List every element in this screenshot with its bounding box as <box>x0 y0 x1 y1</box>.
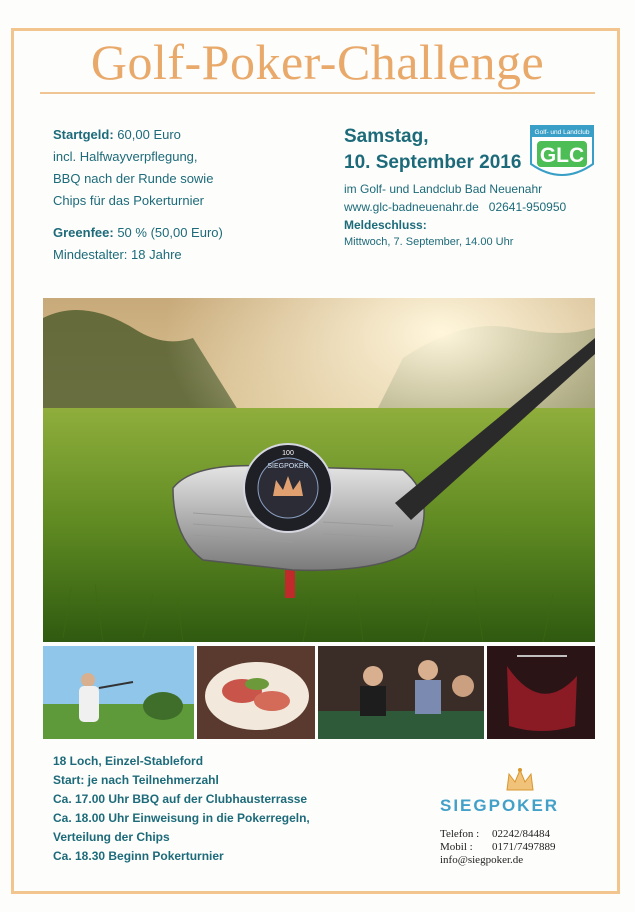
fee-info <box>53 124 313 266</box>
page-title: Golf-Poker-Challenge <box>90 34 545 90</box>
logo-mark: GLC <box>539 144 585 167</box>
fee-detail-line: Chips für das Pokerturnier <box>53 193 205 208</box>
mobil-value: 0171/7497889 <box>492 841 556 853</box>
siegpoker-logo-text: SIEGPOKER <box>440 796 560 815</box>
hero-golf-image <box>43 298 595 642</box>
chip-brand: SIEGPOKER <box>267 463 309 470</box>
mobil-label: Mobil : <box>440 841 473 853</box>
greenfee-line <box>53 222 313 244</box>
startgeld-line <box>53 124 313 146</box>
sponsor-email[interactable]: info@siegpoker.de <box>440 854 524 866</box>
glc-club-logo <box>527 120 597 186</box>
schedule-item: Ca. 17.00 Uhr BBQ auf der Clubhausterrasse <box>53 792 308 806</box>
telefon-value: 02242/84484 <box>492 828 551 840</box>
schedule-item: Ca. 18.30 Beginn Pokerturnier <box>53 849 224 863</box>
schedule-item: Ca. 18.00 Uhr Einweisung in die Pokerregeln, <box>53 811 310 825</box>
title-underline <box>40 92 595 94</box>
wine-photo <box>487 646 595 739</box>
fee-detail-line: BBQ nach der Runde sowie <box>53 171 214 186</box>
schedule-list <box>53 752 353 866</box>
venue-contact <box>344 198 584 216</box>
photo-strip <box>43 646 595 739</box>
golfer-photo <box>43 646 194 739</box>
logo-top-text: Golf- und Landclub <box>534 129 590 136</box>
chip-value: 100 <box>282 450 294 457</box>
telefon-label: Telefon : <box>440 828 480 840</box>
fee-detail-line: incl. Halfwayverpflegung, <box>53 149 198 164</box>
event-date: 10. September 2016 <box>344 152 522 173</box>
venue-phone: 02641-950950 <box>488 200 567 214</box>
mindestalter: Mindestalter: 18 Jahre <box>53 247 182 262</box>
food-photo <box>197 646 315 739</box>
greenfee-value: 50 % (50,00 Euro) <box>117 225 223 240</box>
crown-icon <box>504 766 536 794</box>
schedule-item: 18 Loch, Einzel-Stableford <box>53 754 204 768</box>
sponsor-contact <box>440 828 556 867</box>
event-day: Samstag, <box>344 126 429 147</box>
mobil-line <box>440 841 556 854</box>
venue-website[interactable]: www.glc-badneuenahr.de <box>344 200 479 214</box>
startgeld-label: Startgeld: <box>53 127 114 142</box>
deadline-value: Mittwoch, 7. September, 14.00 Uhr <box>344 236 514 248</box>
event-venue: im Golf- und Landclub Bad Neuenahr <box>344 182 543 196</box>
greenfee-label: Greenfee: <box>53 225 114 240</box>
deadline-label: Meldeschluss: <box>344 218 427 232</box>
schedule-item: Verteilung der Chips <box>53 830 170 844</box>
startgeld-value: 60,00 Euro <box>117 127 181 142</box>
telefon-line <box>440 828 556 841</box>
poker-table-photo <box>318 646 484 739</box>
schedule-item: Start: je nach Teilnehmerzahl <box>53 773 219 787</box>
